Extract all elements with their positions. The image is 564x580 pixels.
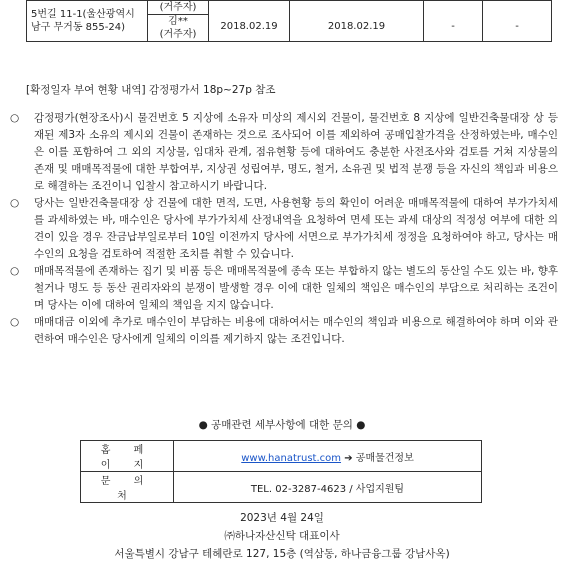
tenant-name: 김** bbox=[168, 16, 188, 27]
deposit-cell: - bbox=[424, 13, 483, 42]
empty-cell bbox=[424, 1, 483, 13]
confirmation-note: [확정일자 부여 현황 내역] 감정평가서 18p~27p 참조 bbox=[26, 84, 276, 96]
contact-label: 문 의 처 bbox=[81, 472, 174, 503]
bullet-circle-icon: ○ bbox=[10, 112, 20, 124]
address-line-2: 남구 무거동 855-24) bbox=[31, 22, 125, 33]
empty-cell bbox=[209, 1, 290, 13]
arrow-right-icon: ➔ bbox=[344, 452, 353, 464]
notice-item bbox=[10, 195, 558, 263]
bullet-circle-icon: ○ bbox=[10, 197, 20, 209]
tenant-resident: (거주자) bbox=[159, 29, 197, 40]
move-in-date: 2018.02.19 bbox=[209, 13, 290, 42]
notice-list bbox=[10, 110, 558, 348]
top-table bbox=[26, 0, 552, 42]
homepage-link[interactable]: www.hanatrust.com bbox=[241, 452, 342, 464]
inquiry-title: ● 공매관련 세부사항에 대한 문의 ● bbox=[198, 419, 366, 431]
footer-date: 2023년 4월 24일 bbox=[240, 512, 324, 524]
homepage-label: 홈 페 이 지 bbox=[81, 441, 174, 472]
footer-company: ㈜하나자산신탁 대표이사 bbox=[224, 530, 340, 542]
notice-text: 매매대금 이외에 추가로 매수인이 부담하는 비용에 대하여서는 매수인의 책임과 비용으로 해결하여야 하며 이와 관련하여 매수인은 당사에게 일체의 이의를 제기하지 않는 조건입니다. bbox=[34, 316, 558, 345]
address-line-1: 5번길 11-1(울산광역시 bbox=[31, 9, 135, 20]
resident-top: (거주자) bbox=[148, 1, 208, 15]
empty-cell bbox=[290, 1, 424, 13]
footer-address: 서울특별시 강남구 테헤란로 127, 15층 (역삼동, 하나금융그룹 강남사옥) bbox=[114, 548, 450, 560]
empty-cell bbox=[483, 1, 552, 13]
notice-text: 당사는 일반건축물대장 상 건물에 대한 면적, 도면, 사용현황 등의 확인이 어려운 매매목적물에 대하여 부가가치세를 과세하였는 바, 매수인은 당사에 부가가치세 산정내역을 요청하여 면세 또는 과세 대상의 적정성 여부에 대한 의견이 있을 경우 잔금납부일로부터 10일 이전까지 당사에 서면으로 부가가치세 정정을 요청하여야 하고, 당사는 매수인의 요청을 검토하여 적절한 조치를 취할 수 있습니다. bbox=[34, 197, 558, 260]
rent-cell: - bbox=[483, 13, 552, 42]
tenant-cell bbox=[148, 1, 209, 42]
bullet-circle-icon: ○ bbox=[10, 265, 20, 277]
address-cell bbox=[27, 1, 148, 42]
notice-item bbox=[10, 263, 558, 314]
notice-text: 매매목적물에 존재하는 집기 및 비품 등은 매매목적물에 종속 또는 부합하지 않는 별도의 동산일 수도 있는 바, 향후 철거나 명도 등 동산 권리자와의 분쟁이 발생할 경우 이에 대한 일체의 책임은 매수인의 부담으로 처리하는 조건이며 당사는 이에 대하여 일체의 책임을 지지 않습니다. bbox=[34, 265, 558, 311]
homepage-cell bbox=[174, 441, 482, 472]
contact-value: TEL. 02-3287-4623 / 사업지원팀 bbox=[174, 472, 482, 503]
tenant-name-block bbox=[148, 15, 208, 41]
inquiry-table bbox=[80, 440, 482, 503]
notice-item bbox=[10, 110, 558, 195]
notice-item bbox=[10, 314, 558, 348]
confirm-date: 2018.02.19 bbox=[290, 13, 424, 42]
homepage-suffix: 공매물건정보 bbox=[355, 452, 414, 464]
bullet-circle-icon: ○ bbox=[10, 316, 20, 328]
notice-text: 감정평가(현장조사)시 물건번호 5 지상에 소유자 미상의 제시외 건물이, 물건번호 8 지상에 일반건축물대장 상 등재된 제3자 소유의 제시외 건물이 존재하는 것으로 조사되어 이를 제외하여 공매입찰가격을 산정하였는바, 매수인은 이를 포함하여 그 외의 지상물, 임대차 관계, 점유현황 등에 대하여도 충분한 사전조사와 검토를 거쳐 지상물의 존재 및 매매목적물에 대한 부합여부, 지상권 성립여부, 명도, 철거, 소유권 및 법적 분쟁 등을 자신의 책임과 비용으로 해결하는 조건이니 입찰시 참고하시기 바랍니다. bbox=[34, 112, 558, 192]
